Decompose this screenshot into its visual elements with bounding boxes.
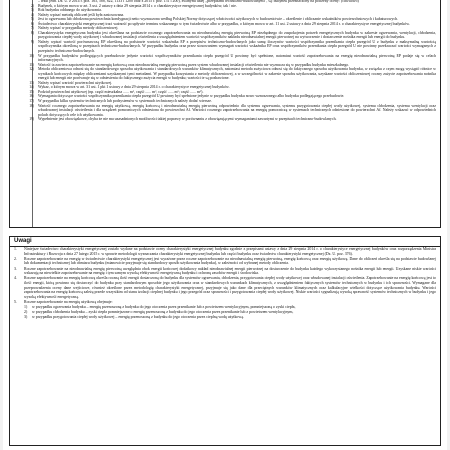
- footnote-number: 11): [29, 62, 34, 67]
- document-page: [3, 0, 447, 450]
- footnote-row: [10, 104, 440, 118]
- remark-text: Roczne zapotrzebowanie na energię użytkową obejmuje:: [24, 299, 113, 304]
- remark-text: w przypadku chłodzenia budynku – zyski ciepła pomniejszone o energię przenoszoną z budynku do jego otoczenia przez przenikanie lub z powietrzem wentylacyjnym,: [32, 310, 294, 315]
- remark-text: w przypadku ogrzewania budynku – energię przenoszoną z budynku do jego otoczenia przez przenikanie lub z powietrzem wentylacyjnym, pomniejszoną o zyski ciepła,: [32, 305, 296, 310]
- footnote-row: [10, 31, 440, 40]
- remark-item: [10, 267, 440, 276]
- footnote-number: 6): [31, 21, 34, 26]
- footnote-text: Charakterystyka energetyczna budynku jest określana na podstawie rocznego zapotrzebowania na nieodnawialną energię pierwotną EP niezbędnego do zaspokojenia potrzeb energetycznych budynku w zakresie ogrzewania, wentylacji, chłodzenia, przygotowania ciepłej wody użytkowej i wbudowanej instalacji oświetlenia z uwzględnieniem wartości współczynników nakładu nieodnawialnej energii pierwotnej na wytworzenie i dostarczenie nośnika energii lub energii do budynku.: [38, 30, 436, 40]
- remark-number: 3.: [14, 266, 17, 271]
- footnote-row: [10, 117, 440, 122]
- footnote-text: Rok budynku oddanego do użytkowania.: [38, 8, 102, 13]
- remark-subitem: [10, 305, 440, 310]
- remark-text: w przypadku przygotowania ciepłej wody użytkowej – energię przenoszoną z budynku do jego otoczenia przez cieplną wodę użytkową.: [32, 315, 244, 320]
- footnotes-list: [10, 0, 440, 227]
- footnote-text: Należy wpisać wartość powierzchni użytkowej.: [38, 80, 113, 85]
- footnote-number: 4): [31, 12, 34, 17]
- remarks-title: Uwagi: [10, 237, 440, 247]
- footnote-text: Wypełnienie jest obowiązkowe, chyba że nie ma uzasadnionych możliwości takiej poprawy w porównaniu z obowiązującymi wymaganiami zawartymi w przepisach techniczno-budowlanych.: [38, 117, 337, 122]
- remark-number: 1.: [14, 247, 17, 251]
- remark-text: Roczne zapotrzebowanie na energię końcową określa roczną ilość energii dostarczoną do budynku dla systemów ogrzewania, chłodzenia, przygotowania ciepłej wody użytkowej oraz wbudowanej instalacji oświetlenia. Zapotrzebowanie na energię końcową jest to ilość energii, którą powinno się dostarczyć do budynku przy standardowym sposobie jego użytkowania oraz w standardowych warunkach klimatycznych, z uwzględnieniem faktycznych systemów technicznych w budynku i ich sprawności. Wymagane dla przeprowadzenia oceny dane wejściowe, również określone przez metodologię charakterystyki energetycznej, przyjmuje się jako dane dla przeciętnych warunków klimatycznych oraz kalkulacyjne wielkości dotyczące użytkowania budynku. Wartości zapotrzebowania na energię końcową zależą przede wszystkim od stanu izolacji cieplnej budynku i jego przegród oraz sprawności i przygotowania ciepłej wody użytkowej. Niskie wartości sygnalizują wysoką sprawność systemów technicznych w budynku i jego wysoką efektywność energetyczną.: [24, 276, 436, 299]
- footnote-number: 9): [31, 39, 34, 44]
- footnote-row: [10, 67, 440, 81]
- footnote-text: W przypadku budynków podlegających przebudowie jedynie wartości współczynników przenikania ciepła przegród U powinny być spełnione, natomiast wartość zapotrzebowania na energię nieodnawialną pierwotną EP podaje się w celach informacyjnych.: [38, 53, 436, 63]
- footnote-text: Wymagania dotyczące wartości współczynnika przenikania ciepła przegród U powinny być spełnione jedynie w przypadku budynku nowo wznoszonego albo budynku podlegającego przebudowie.: [38, 94, 345, 99]
- footnote-number: 14): [29, 85, 34, 90]
- remark-number: 1): [24, 305, 28, 310]
- remark-item: [10, 300, 440, 305]
- footnote-number: 15): [29, 89, 34, 94]
- footnote-text: W przypadku kilku systemów technicznych lub podsystemów w systemach technicznych należy dodać wiersze.: [38, 99, 212, 104]
- remarks-section: [9, 236, 441, 446]
- footnote-text: Wartość rocznego zapotrzebowania na energię użytkową, energię końcową i nieodnawialną energię pierwotną odpowiednio dla systemu ogrzewania, systemu przygotowania ciepłej wody użytkowej, systemu chłodzenia, systemu wentylacji oraz wbudowanej instalacji oświetlenia i dla urządzeń pomocniczych odniesiona do powierzchni Af. Wartości rocznego zapotrzebowania na energię pomocniczą w systemach technicznych odniesione do powierzchni Af. Należy wskazać w odpowiednich polach dotyczących cele ich użytkowania.: [38, 103, 436, 117]
- remark-number: 4.: [14, 276, 17, 281]
- footnote-number: 10): [29, 53, 34, 58]
- footnote-text: Wartość ta zawiera zapotrzebowanie na energię końcową oraz nieodnawialną energię pierwotną przez system wbudowanej instalacji oświetlenia nie wyznacza się w przypadku budynku mieszkalnego.: [38, 62, 350, 67]
- footnote-number: 17): [29, 99, 34, 104]
- footnote-text: – tekst jedn. Dz. U. z 2014 r. poz. 163, 588, 822, 1133 i 1200 oraz z 2015 r. poz. 151 i 200), zwanymi dalej „przepisami techniczno-budowlanymi”, są: budynek przeznaczony na potrzeby oceny: (chwilowo): [38, 0, 359, 3]
- footnotes-table: [9, 0, 441, 228]
- remark-number: 5.: [14, 299, 17, 304]
- footnote-text: Jest to ogrzewana lub chłodzona powierzchnia kondygnacji netto wyznaczona według Polskiej Normy dotyczącej właściwości użytkowych w budownictwie – określenie i obliczanie wskaźników powierzchniowych i kubaturowych.: [38, 17, 399, 22]
- remarks-list: [10, 247, 440, 445]
- remark-text: Roczne zapotrzebowanie na nieodnawialną energię pierwotną uwzględnia obok energii końcowej dodatkowy nakład nieodnawialnej energii pierwotnej na dostarczenie do budynku każdego wykorzystanego nośnika energii lub energii. Uzyskane niskie wartości wskazują na niewielkie zapotrzebowanie na energię i tym samym wysoką efektywność energetyczną budynku i ochronę zasobów energii i środowiska.: [24, 266, 436, 276]
- remark-subitem: [10, 310, 440, 315]
- remark-item: [10, 276, 440, 299]
- footnote-text: Wykaz, o którym mowa w art. 31 ust. 1 pkt 1 ustawy z dnia 29 sierpnia 2014 r. o charakterystyce energetycznej budynków.: [38, 85, 230, 90]
- remark-subitem: [10, 315, 440, 320]
- footnote-row: [10, 40, 440, 54]
- remark-text: Niniejsze świadectwo charakterystyki energetycznej zostało wydane na podstawie oceny charakterystyki energetycznej budynku zgodnie z przepisami ustawy z dnia 29 sierpnia 2014 r. o charakterystyce energetycznej budynków oraz rozporządzenia Ministra Infrastruktury i Rozwoju z dnia 27 lutego 2015 r. w sprawie metodologii wyznaczania charakterystyki energetycznej budynku lub części budynku oraz świadectw charakterystyki energetycznej (Dz. U. poz. 376).: [24, 247, 436, 256]
- footnote-number: 7): [31, 26, 34, 31]
- footnote-number: 16): [29, 94, 34, 99]
- remark-item: [10, 257, 440, 266]
- footnote-number: 2): [31, 3, 34, 8]
- footnote-number: 3): [31, 8, 34, 13]
- footnote-text: Podział powierzchni użytkowej (np. część mieszkalna ...... m², część ...... m², część ...... m²; część ...... m²).: [38, 89, 204, 94]
- footnote-row: [10, 54, 440, 63]
- footnote-number: 12): [29, 67, 34, 72]
- footnote-text: Świadectwo charakterystyki energetycznej traci ważność po upływie terminu wskazanego w tym świadectwie albo w przypadku, o którym mowa w art. 11 ust. 2 ustawy z dnia 29 sierpnia 2014 r. o charakterystyce energetycznej budynków.: [38, 21, 410, 26]
- footnote-text: Metoda obliczeniowa odnosi się do standardowego sposobu użytkowania i standardowych warunków klimatycznych, natomiast metoda zużyciowa odnosi się do faktycznego sposobu użytkowania budynku, w związku z czym mogą wystąpić różnice w wynikach końcowych między obliczeniami uzyskanymi tymi metodami. W przypadku korzystania z metody obliczeniowej, a w szczególności w zakresie sposobu użytkowania, uzyskane wartości obliczeniowej roczny zużycie zapotrzebowania nośnika energii lub energii nie porównuje się w odniesieniu do faktycznego zużycia energii w budynku; wartości te są pozbawione.: [38, 67, 436, 81]
- remark-item: [10, 247, 440, 256]
- footnote-number: 8): [31, 30, 34, 35]
- remark-text: Roczne zapotrzebowanie na energię w świadectwie charakterystyki energetycznej jest wyrażone przez roczne zapotrzebowanie na nieodnawialną energię pierwotną, energię końcową oraz energię użytkową. Dane do obliczeń określa się na podstawie budowlanej lub dokumentacji technicznej lub obmiaru budynku (mianowicie przyjmuje się standardowy sposób użytkowania budynku), w zależności od wybranej metody obliczenia.: [24, 256, 436, 266]
- remark-number: 2.: [14, 256, 17, 261]
- footnote-number: 18): [29, 103, 34, 108]
- footnote-number: 5): [31, 17, 34, 22]
- remark-number: 3): [24, 315, 28, 320]
- footnote-text: Należy wpisać metodę obliczeń jeśli była zastosowana.: [38, 12, 125, 17]
- footnote-number: 13): [29, 80, 34, 85]
- footnote-text: Budynek, o którym mowa w art. 3 ust. 2 ustawy z dnia 29 sierpnia 2014 r. o charakterystyce energetycznej budynków; tak / nie.: [38, 3, 237, 8]
- footnote-text: Należy wpisać w przypadku metody obliczeniowej.: [38, 26, 119, 31]
- footnote-text: Należy wpisać wartość porównawczą EP określoną na podstawie wartości wskaźnika EP z przepisów techniczno-budowlanych jako sumę iloczynów wartości współczynnika przenikania ciepła przegród U z budynku z maksymalną wartością współczynnika określoną w przepisach techniczno-budowlanych. W przypadku budynku oraz przez stosowaniem wymagań wartości wskaźnika EP oraz współczynników przenikania ciepła przegród U nie powinny przekraczać wartości wymaganych z przepisów techniczno-budowlanych.: [38, 39, 436, 54]
- footnote-number: 19): [29, 117, 34, 122]
- remark-number: 2): [24, 310, 28, 315]
